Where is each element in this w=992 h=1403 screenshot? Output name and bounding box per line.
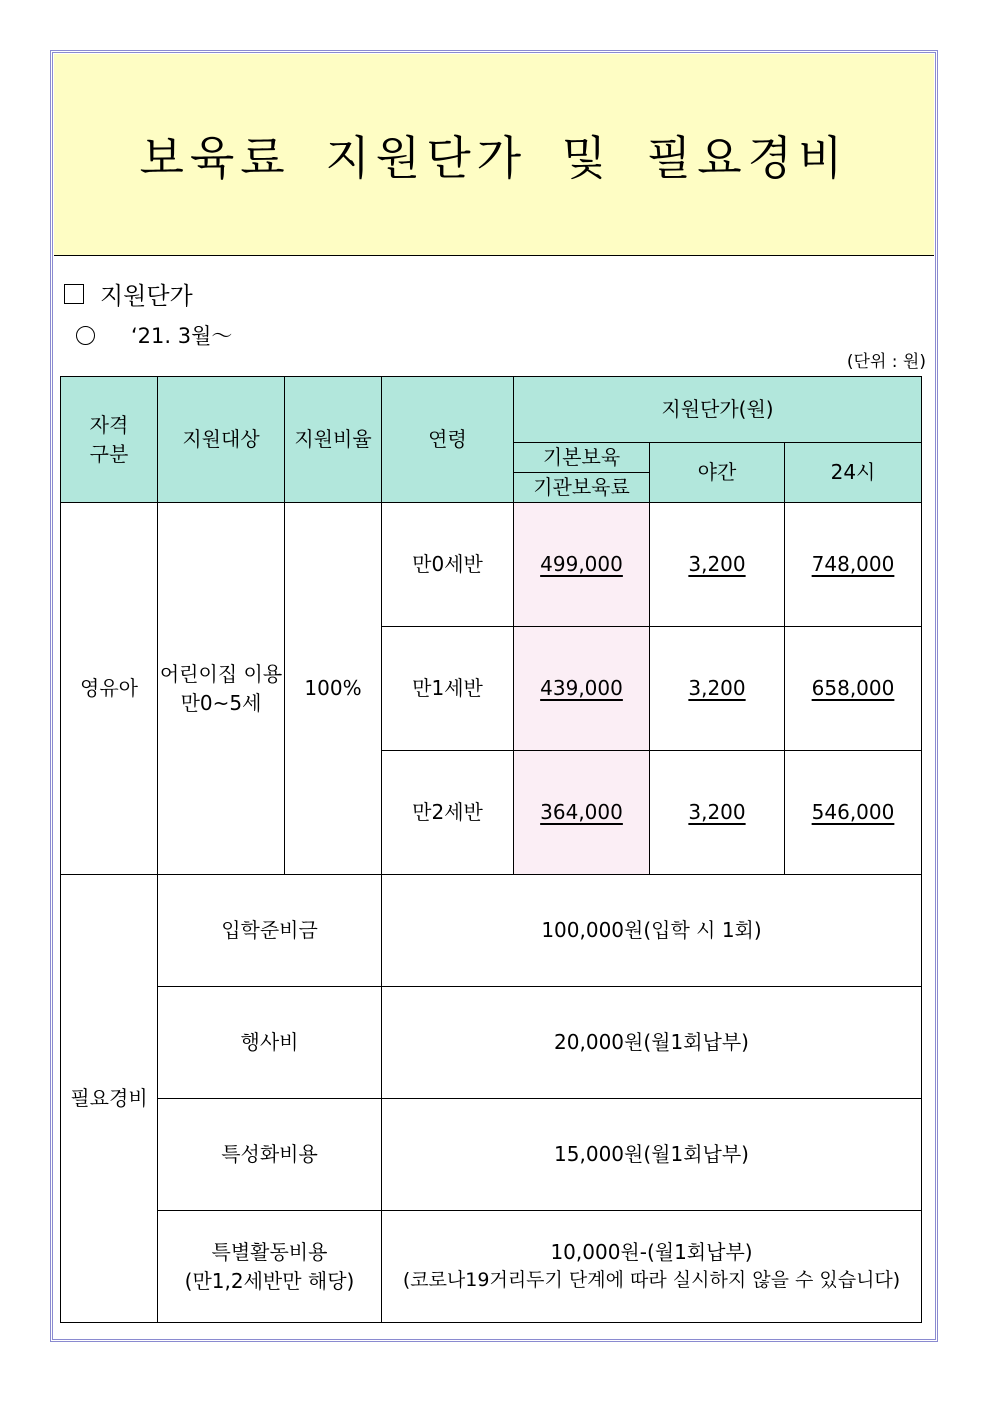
age-cell: 만0세반	[382, 503, 514, 627]
night-cell	[650, 627, 785, 751]
expense-item	[158, 1211, 382, 1323]
expenses-label: 필요경비	[61, 875, 158, 1323]
expense-amount	[382, 1211, 922, 1323]
night-cell	[650, 503, 785, 627]
subsection-label: ‘21. 3월～	[131, 324, 233, 348]
age-cell: 만2세반	[382, 751, 514, 875]
basic-cell	[514, 503, 650, 627]
title-banner	[54, 54, 934, 256]
age-cell: 만1세반	[382, 627, 514, 751]
expense-item-line-2: (만1,2세반만 해당)	[184, 1268, 355, 1293]
header-night: 야간	[650, 443, 785, 503]
page-title: 보육료 지원단가 및 필요경비	[139, 130, 849, 185]
target-line-1: 어린이집 이용	[159, 661, 283, 686]
target-line-2: 만0~5세	[180, 690, 262, 715]
expense-amount-line-1: 10,000원-(월1회납부)	[550, 1240, 753, 1265]
expense-item-line-1: 특별활동비용	[211, 1239, 328, 1264]
table-row	[61, 503, 922, 627]
section-heading	[64, 276, 193, 311]
section-label: 지원단가	[100, 282, 193, 310]
basic-cell	[514, 751, 650, 875]
h24-value: 546,000	[811, 800, 895, 824]
circle-bullet-icon	[76, 326, 95, 345]
target-cell	[158, 503, 285, 875]
expense-item: 입학준비금	[158, 875, 382, 987]
header-basic-top: 기본보육	[542, 445, 621, 469]
basic-cell	[514, 627, 650, 751]
expense-row	[61, 987, 922, 1099]
qualification-infant: 영유아	[61, 503, 158, 875]
night-value: 3,200	[688, 800, 746, 824]
expense-item: 특성화비용	[158, 1099, 382, 1211]
subsection-heading	[76, 320, 232, 350]
header-target: 지원대상	[158, 377, 285, 503]
unit-note: (단위 : 원)	[846, 352, 926, 372]
h24-value: 658,000	[811, 676, 895, 700]
night-value: 3,200	[688, 676, 746, 700]
h24-cell	[785, 751, 922, 875]
header-basic-bottom: 기관보육료	[514, 472, 649, 502]
ratio-cell: 100%	[285, 503, 382, 875]
expense-amount: 20,000원(월1회납부)	[382, 987, 922, 1099]
basic-value: 364,000	[540, 800, 623, 824]
basic-value: 499,000	[540, 552, 623, 576]
expense-item: 행사비	[158, 987, 382, 1099]
expense-row	[61, 1211, 922, 1323]
expense-amount: 15,000원(월1회납부)	[382, 1099, 922, 1211]
header-age: 연령	[382, 377, 514, 503]
night-value: 3,200	[688, 552, 746, 576]
header-ratio: 지원비율	[285, 377, 382, 503]
header-qualification: 자격 구분	[61, 377, 158, 503]
night-cell	[650, 751, 785, 875]
h24-value: 748,000	[811, 552, 895, 576]
expense-amount: 100,000원(입학 시 1회)	[382, 875, 922, 987]
h24-cell	[785, 503, 922, 627]
square-bullet-icon	[64, 284, 84, 304]
header-24h: 24시	[785, 443, 922, 503]
h24-cell	[785, 627, 922, 751]
header-unit-price: 지원단가(원)	[514, 377, 922, 443]
expense-amount-line-2: (코로나19거리두기 단계에 따라 실시하지 않을 수 있습니다)	[402, 1269, 901, 1292]
basic-value: 439,000	[540, 676, 623, 700]
expense-row	[61, 875, 922, 987]
support-table	[60, 376, 922, 1323]
header-basic	[514, 443, 650, 503]
expense-row	[61, 1099, 922, 1211]
